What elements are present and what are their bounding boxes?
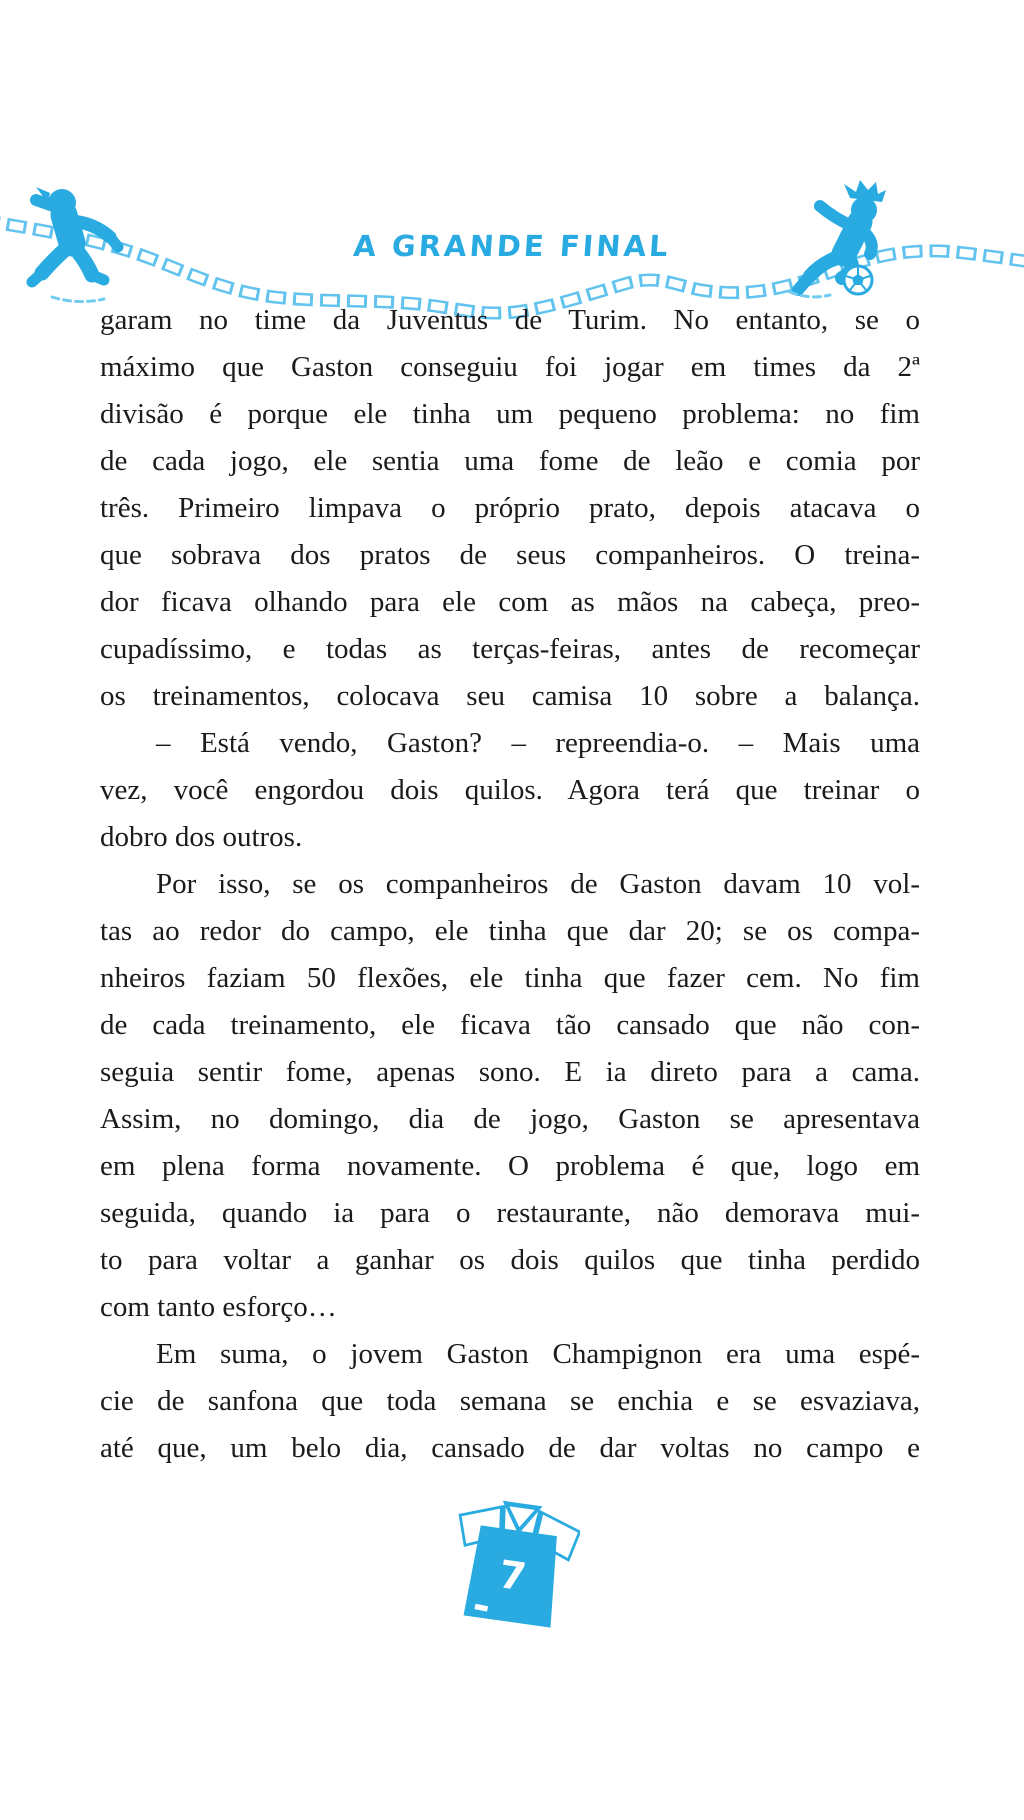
text-line: seguia sentir fome, apenas sono. E ia direto para a cama. — [100, 1056, 920, 1088]
text-line: garam no time da Juventus de Turim. No entanto, se o — [100, 304, 920, 336]
text-line: que sobrava dos pratos de seus companheiros. O treina- — [100, 539, 920, 571]
text-line: os treinamentos, colocava seu camisa 10 sobre a balança. — [100, 680, 920, 712]
text-line: dor ficava olhando para ele com as mãos na cabeça, preo- — [100, 586, 920, 618]
text-line: tas ao redor do campo, ele tinha que dar 20; se os compa- — [100, 915, 920, 947]
page-number: 7 — [496, 1552, 529, 1601]
text-line: cupadíssimo, e todas as terças-feiras, antes de recomeçar — [100, 633, 920, 665]
body-text — [100, 297, 920, 1472]
text-line: Assim, no domingo, dia de jogo, Gaston se apresentava — [100, 1103, 920, 1135]
text-line: nheiros faziam 50 flexões, ele tinha que fazer cem. No fim — [100, 962, 920, 994]
text-line: to para voltar a ganhar os dois quilos que tinha perdido — [100, 1244, 920, 1276]
text-line: vez, você engordou dois quilos. Agora terá que treinar o — [100, 774, 920, 806]
text-line: seguida, quando ia para o restaurante, não demorava mui- — [100, 1197, 920, 1229]
chapter-title: A GRANDE FINAL — [352, 229, 672, 263]
text-line: em plena forma novamente. O problema é que, logo em — [100, 1150, 920, 1182]
header-decoration — [0, 0, 1024, 340]
text-line: Por isso, se os companheiros de Gaston davam 10 vol- — [156, 868, 920, 900]
soccer-ball-icon — [844, 266, 872, 294]
text-line: de cada treinamento, ele ficava tão cansado que não con- — [100, 1009, 920, 1041]
text-line: Em suma, o jovem Gaston Champignon era uma espé- — [156, 1338, 920, 1370]
text-line: cie de sanfona que toda semana se enchia e se esvaziava, — [100, 1385, 920, 1417]
text-line: máximo que Gaston conseguiu foi jogar em times da 2ª — [100, 351, 920, 383]
text-line: três. Primeiro limpava o próprio prato, depois atacava o — [100, 492, 920, 524]
text-line: dobro dos outros. — [100, 821, 303, 853]
text-line: – Está vendo, Gaston? – repreendia-o. – Mais uma — [156, 727, 920, 759]
text-line: até que, um belo dia, cansado de dar voltas no campo e — [100, 1432, 920, 1464]
text-line: com tanto esforço… — [100, 1291, 337, 1323]
text-line: divisão é porque ele tinha um pequeno problema: no fim — [100, 398, 920, 430]
text-line: de cada jogo, ele sentia uma fome de leão e comia por — [100, 445, 920, 477]
jersey-icon — [448, 1492, 580, 1642]
